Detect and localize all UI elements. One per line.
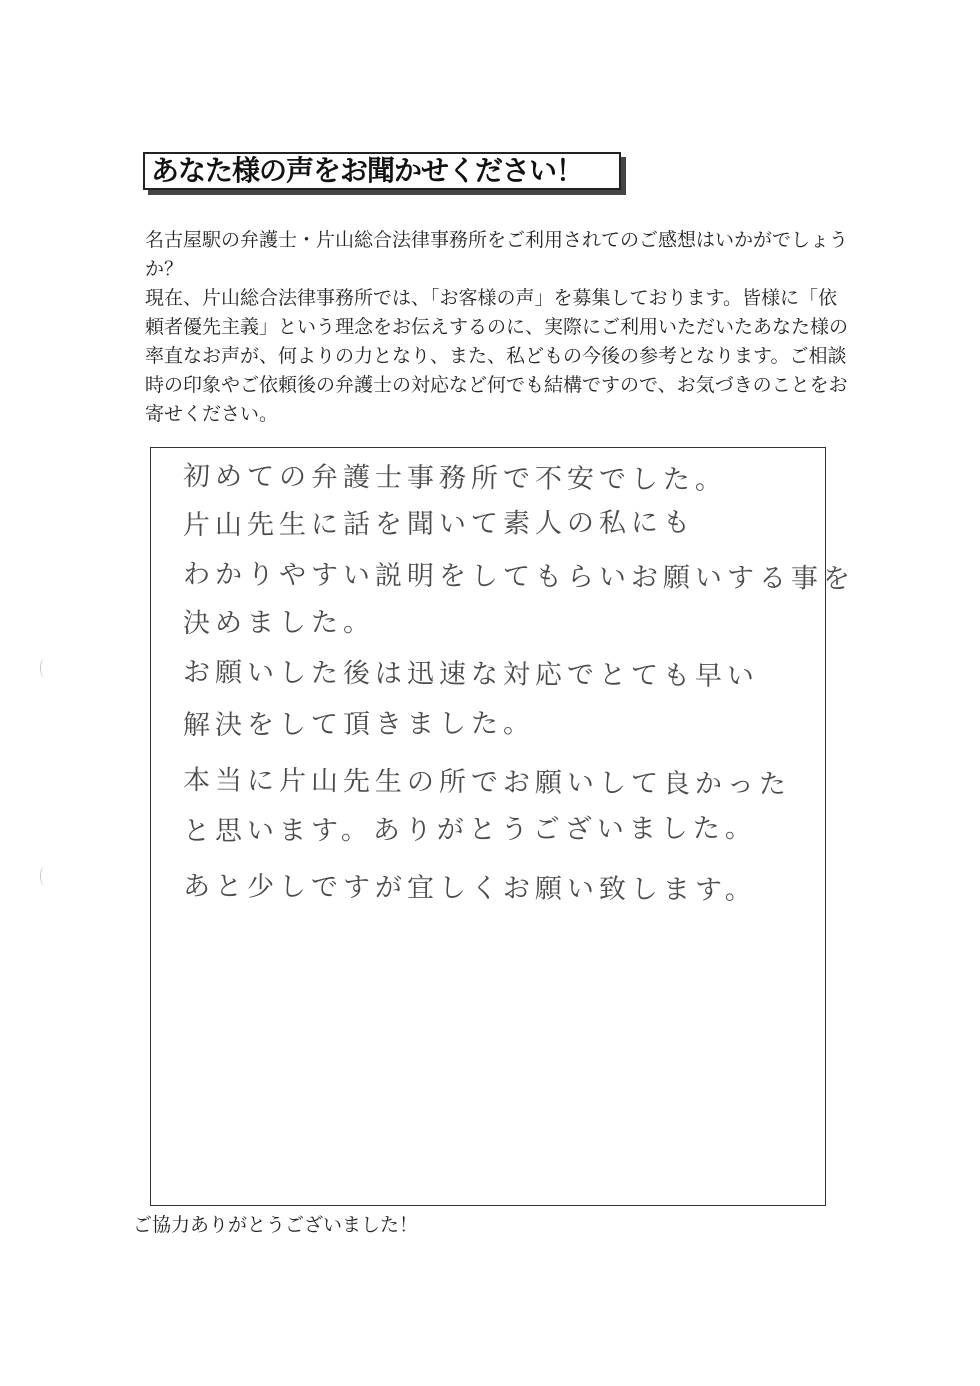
intro-paragraph: 現在、片山総合法律事務所では、「お客様の声」を募集しております。皆様に「依頼者優先主義」という理念をお伝えするのに、実際にご利用いただいたあなた様の率直なお声が、何よりの力となり、また、私どもの今後の参考となります。ご相談時の印象やご依頼後の弁護士の対応など何でも結構ですので、お気づきのことをお寄せください。 <box>145 287 849 425</box>
handwritten-line: 本当に片山先生の所でお願いして良かった <box>182 765 792 801</box>
handwritten-line: 決めました。 <box>182 606 376 639</box>
scan-mark <box>40 866 51 886</box>
handwritten-line: あと少しですが宜しくお願い致します。 <box>182 871 757 907</box>
handwritten-line: お願いした後は迅速な対応でとても早い <box>182 657 760 693</box>
handwritten-line: わかりやすい説明をしてもらいお願いする事を <box>182 559 856 595</box>
handwritten-line: 解決をして頂きました。 <box>182 708 536 741</box>
thanks-text: ご協力ありがとうございました！ <box>133 1214 419 1236</box>
handwritten-line: 初めての弁護士事務所で不安でした。 <box>182 461 728 496</box>
scan-mark <box>40 658 51 678</box>
page-title: あなた様の声をお聞かせください！ <box>151 154 584 187</box>
handwritten-response <box>182 452 856 911</box>
intro-text <box>145 226 850 429</box>
handwritten-line: と思います。ありがとうございました。 <box>182 812 757 847</box>
intro-paragraph: 名古屋駅の弁護士・片山総合法律事務所をご利用されてのご感想はいかがでしょうか？ <box>145 229 849 280</box>
title-box <box>143 152 621 190</box>
handwritten-line: 片山先生に話を聞いて素人の私にも <box>182 507 696 541</box>
